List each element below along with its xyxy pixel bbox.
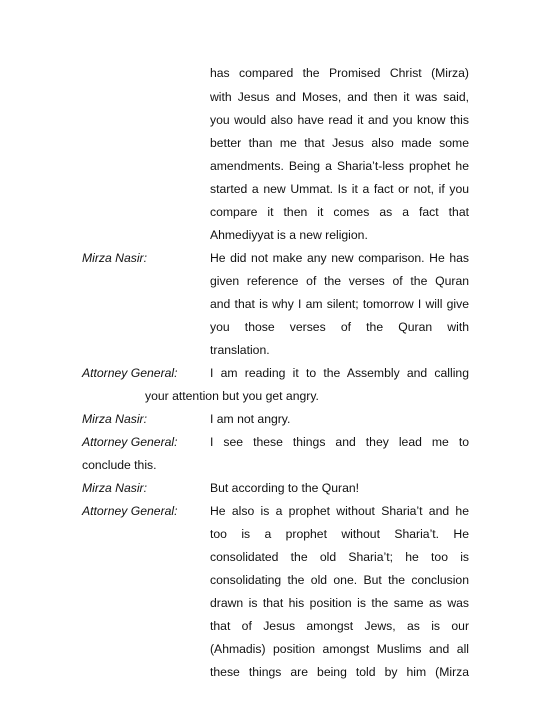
text-line: translation. xyxy=(210,343,270,357)
speaker-label: Attorney General: xyxy=(82,435,178,449)
text-line: (Ahmadis) position amongst Muslims and all xyxy=(210,642,469,656)
text-line: started a new Ummat. Is it a fact or not, if you xyxy=(210,182,469,196)
text-line: you those verses of the Quran with xyxy=(210,320,469,334)
text-line: given reference of the verses of the Quran xyxy=(210,274,469,288)
text-line: I am reading it to the Assembly and calling xyxy=(210,366,469,380)
speaker-label: Mirza Nasir: xyxy=(82,251,148,265)
text-line: consolidated the old Sharia’t; he too is xyxy=(210,550,469,564)
text-line: amendments. Being a Sharia’t-less prophet he xyxy=(210,159,469,173)
text-line: conclude this. xyxy=(82,458,157,472)
speaker-label: Attorney General: xyxy=(82,504,178,518)
speaker-label: Mirza Nasir: xyxy=(82,481,148,495)
text-line: and that is why I am silent; tomorrow I will give xyxy=(210,297,469,311)
text-line: drawn is that his position is the same as was xyxy=(210,596,469,610)
text-line: has compared the Promised Christ (Mirza) xyxy=(210,66,469,80)
text-line: that of Jesus amongst Jews, as is our xyxy=(210,619,469,633)
speaker-label: Mirza Nasir: xyxy=(82,412,148,426)
text-line: compare it then it comes as a fact that xyxy=(210,205,469,219)
text-line: too is a prophet without Sharia’t. He xyxy=(210,527,469,541)
text-line: consolidating the old one. But the conclusion xyxy=(210,573,469,587)
text-line: But according to the Quran! xyxy=(210,481,360,495)
text-line: you would also have read it and you know this xyxy=(210,113,469,127)
text-line: your attention but you get angry. xyxy=(145,389,319,403)
text-line: I am not angry. xyxy=(210,412,291,426)
text-line: He also is a prophet without Sharia’t and he xyxy=(210,504,469,518)
speaker-label: Attorney General: xyxy=(82,366,178,380)
text-line: better than me that Jesus also made some xyxy=(210,136,469,150)
text-line: with Jesus and Moses, and then it was said, xyxy=(210,90,469,104)
text-line: these things are being told by him (Mirza xyxy=(210,665,469,679)
text-line: He did not make any new comparison. He has xyxy=(210,251,469,265)
text-line: I see these things and they lead me to xyxy=(210,435,469,449)
text-line: Ahmediyyat is a new religion. xyxy=(210,228,368,242)
